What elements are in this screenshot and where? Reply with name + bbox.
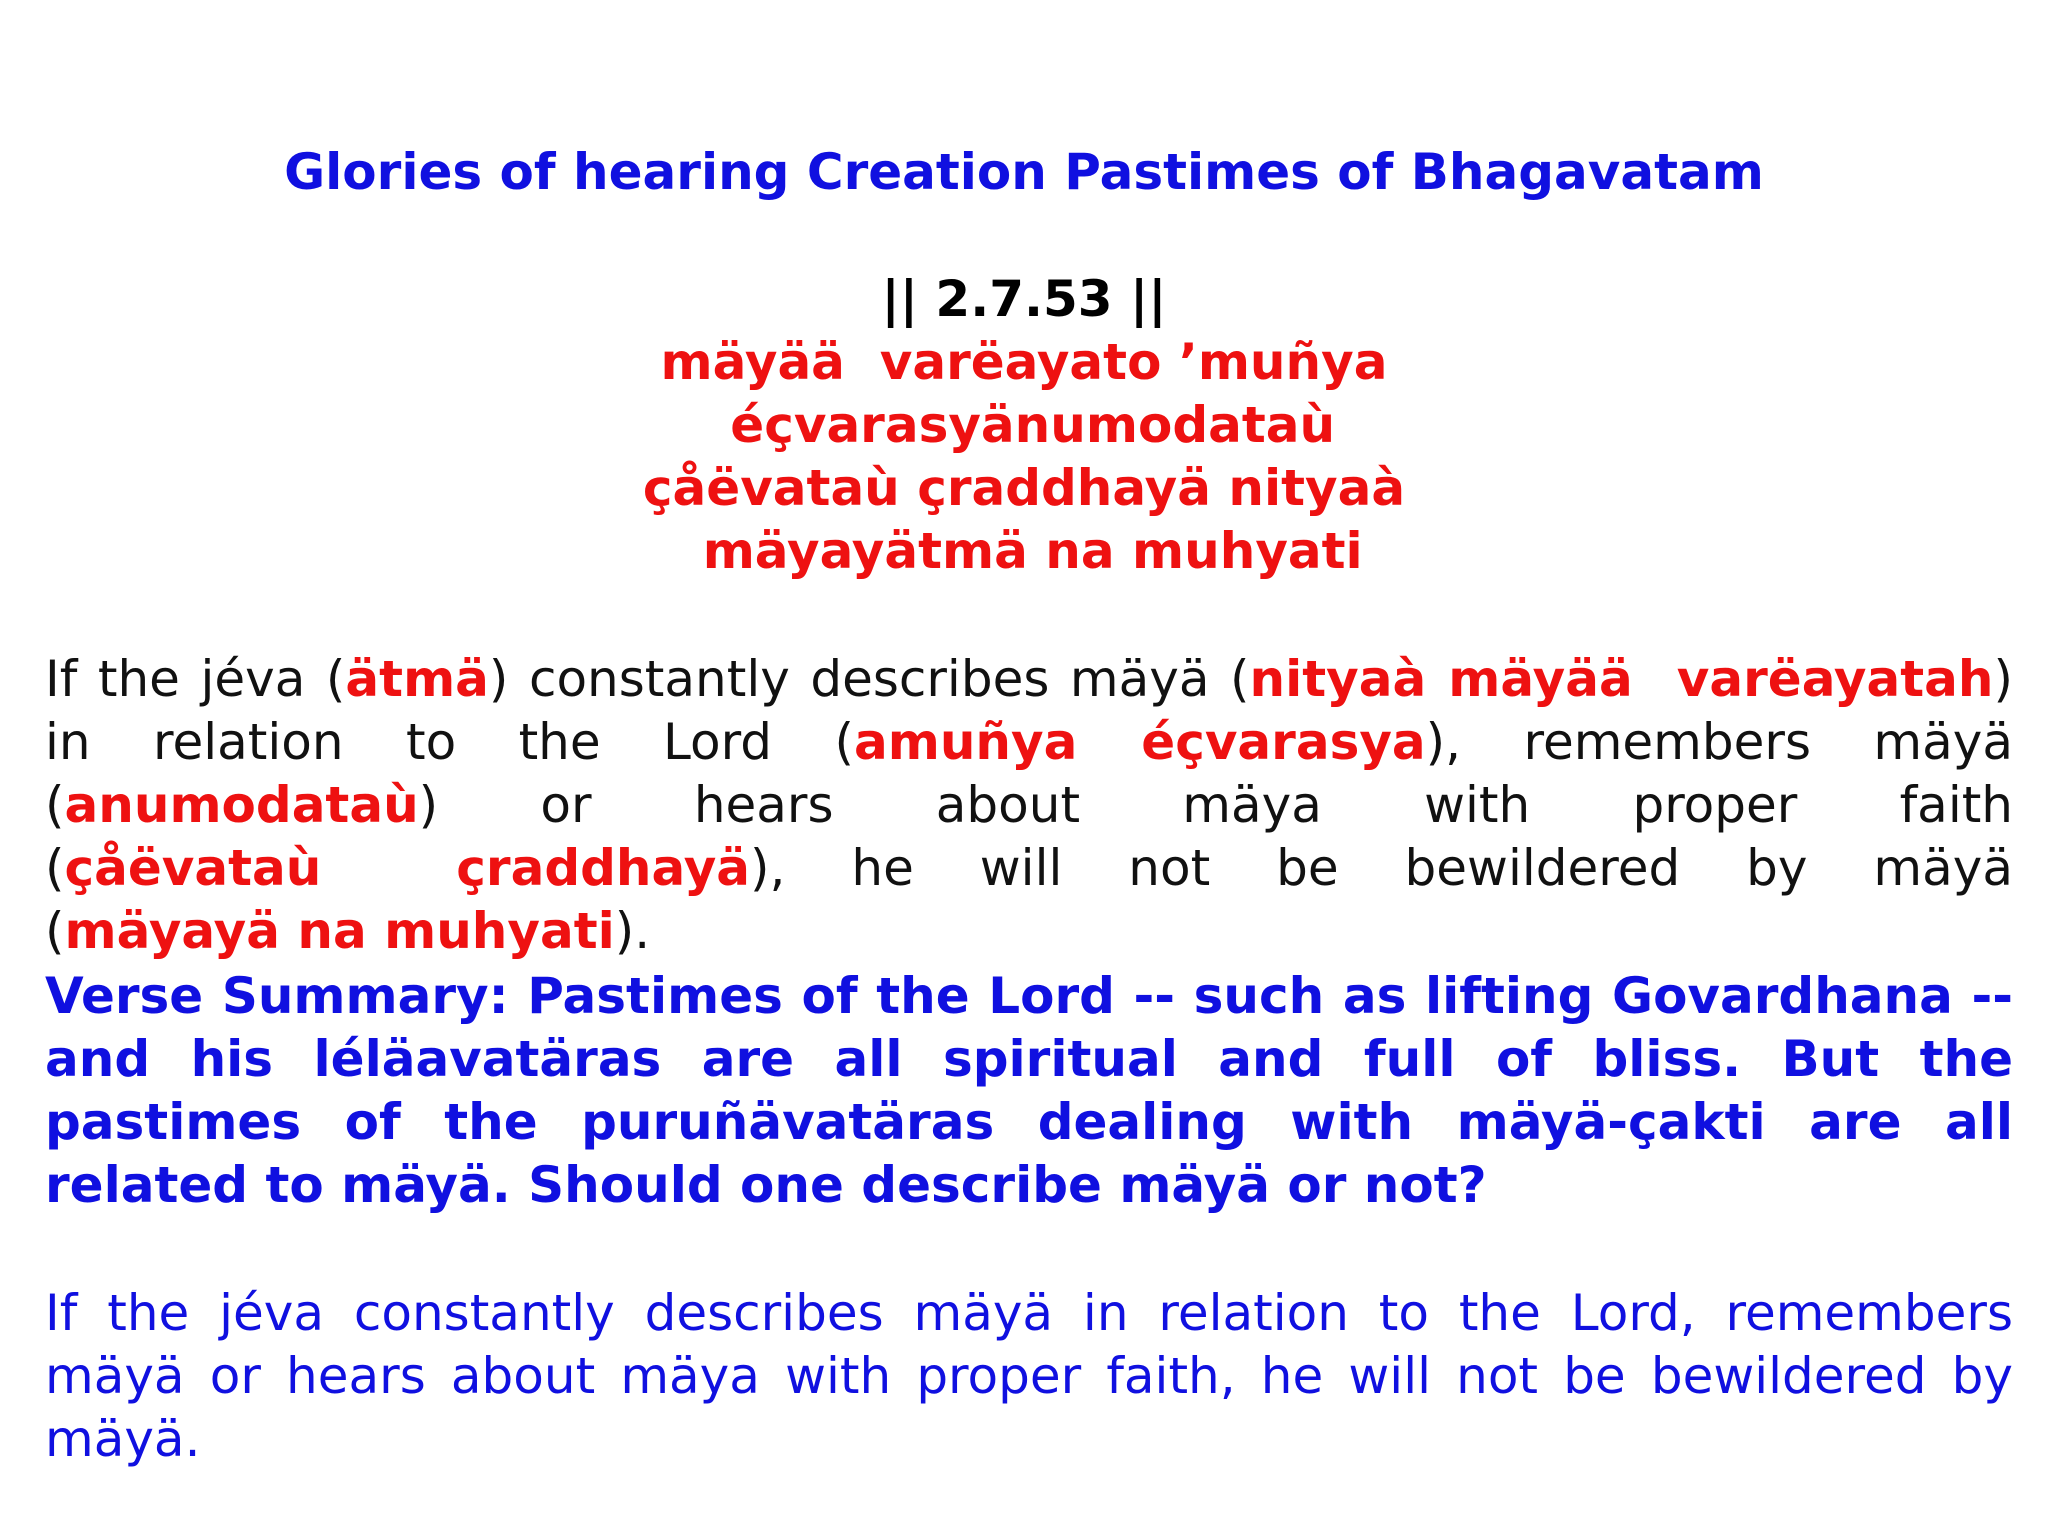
verse-summary-label: Verse Summary [45,967,489,1025]
verse-reference: || 2.7.53 || [881,270,1167,328]
translation-text: If the jéva ( [45,650,346,708]
translation-text: ) constantly describes mäyä ( [488,650,1250,708]
verse-summary-text: Pastimes of the Lord -- such as lifting Govardhana -- and his léläavatäras are all spiritual and full of bliss. But the pastimes of the puruñävatäras dealing with mäyä-çakti are all related to mäyä. Should one describe mäyä or not? [45,967,2013,1214]
sanskrit-term: mäyayä na muhyati [64,902,615,960]
verse-line-2: éçvarasyänumodataù [712,396,1336,454]
verse-summary-colon: : [488,967,528,1025]
verse-line-3: çåëvataù çraddhayä nityaà [642,459,1406,517]
verse-summary-paragraph [45,965,2013,1217]
translation-text: ) in relation to the Lord ( [45,650,2013,771]
final-paragraph: If the jéva constantly describes mäyä in relation to the Lord, remembers mäyä or hears about mäya with proper faith, he will not be bewildered by mäyä. [45,1284,2013,1468]
sanskrit-term: nityaà mäyää varëayatah [1249,650,1994,708]
sanskrit-term: amuñya éçvarasya [853,713,1426,771]
slide-title: Glories of hearing Creation Pastimes of Bhagavatam [284,143,1764,201]
translation-text: ). [614,902,651,960]
translation-text: ) or hears about mäya with proper faith ( [45,776,2013,897]
sanskrit-term: ätmä [345,650,489,708]
translation-text: ), remembers mäyä ( [45,713,2013,834]
translation-paragraph [45,648,2013,963]
verse-block [0,268,2048,583]
verse-line-4: mäyayätmä na muhyati [685,522,1363,580]
translation-text: ), he will not be bewildered by mäyä ( [45,839,2013,960]
sanskrit-term: çåëvataù çraddhayä [64,839,751,897]
sanskrit-term: anumodataù [64,776,419,834]
verse-line-1: mäyää varëayato ’muñya [660,333,1388,391]
